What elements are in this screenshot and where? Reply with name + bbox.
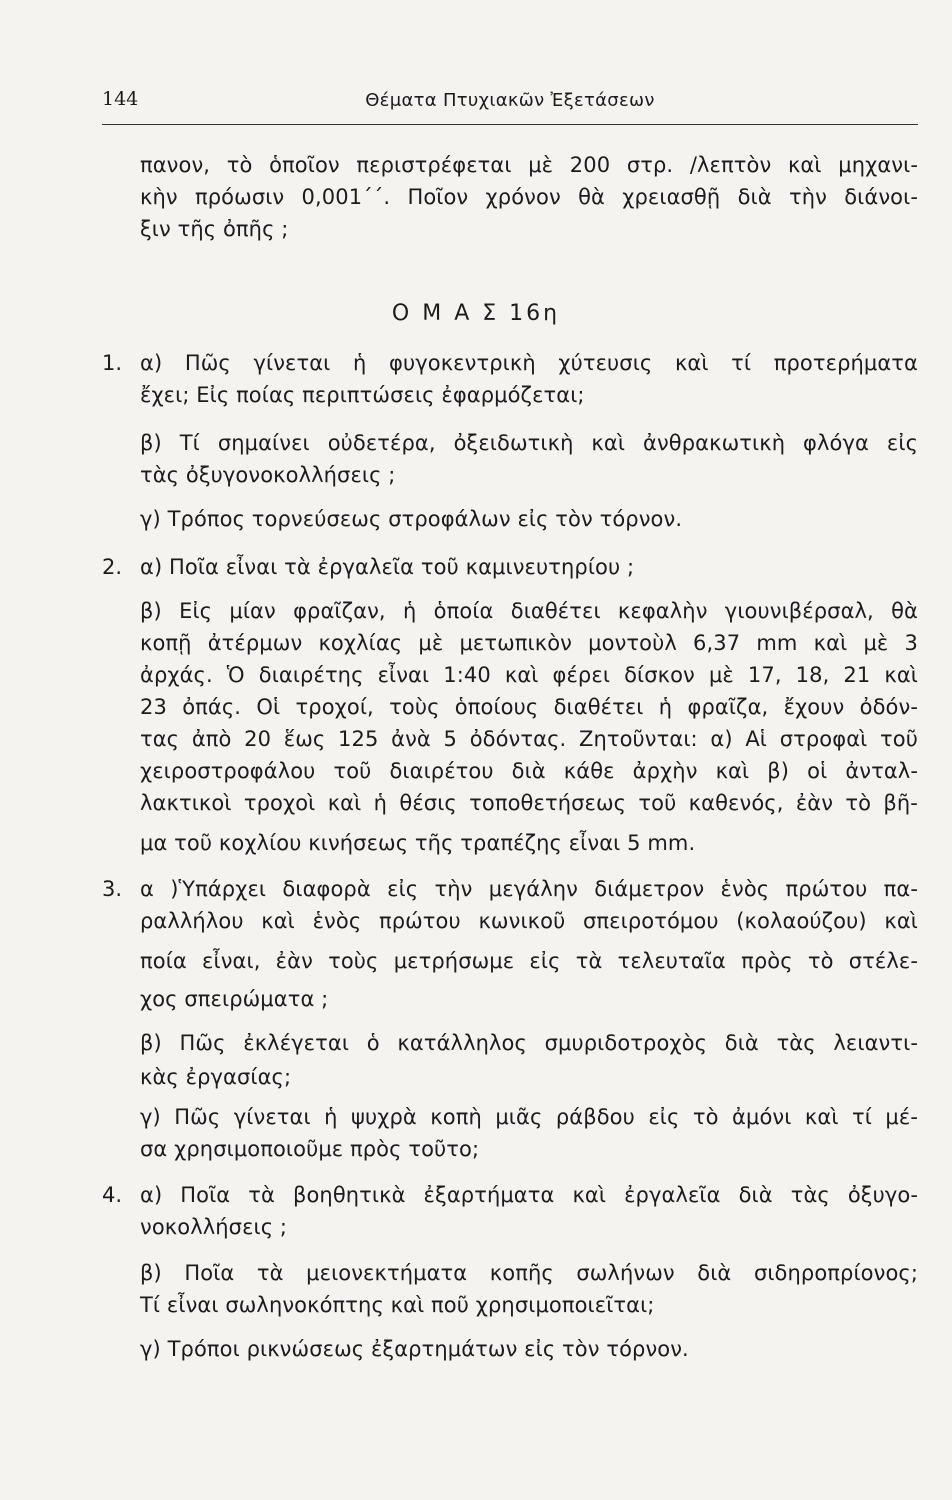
text-line: χος σπειρώματα ; <box>140 987 329 1011</box>
text-line: Τί εἶναι σωληνοκόπτης καὶ ποῦ χρησιμοποιεῖται; <box>140 1293 655 1317</box>
text-line: ξιν τῆς ὀπῆς ; <box>140 217 289 241</box>
text-line: β) Ποῖα τὰ μειονεκτήματα κοπῆς σωλήνων διὰ σιδηροπρίονος; <box>140 1261 918 1285</box>
text-line: τὰς ὀξυγονοκολλήσεις ; <box>140 463 396 487</box>
text-line: γ) Τρόποι ρικνώσεως ἐξαρτημάτων εἰς τὸν τόρνον. <box>140 1337 689 1361</box>
text-line: ραλλήλου καὶ ἑνὸς πρώτου κωνικοῦ σπειροτόμου (κολαούζου) καὶ <box>140 909 918 933</box>
text-line: σα χρησιμοποιοῦμε πρὸς τοῦτο; <box>140 1137 480 1161</box>
section-title: Ο Μ Α Σ 16η <box>391 301 561 326</box>
text-line: κὰς ἐργασίας; <box>140 1065 292 1089</box>
running-title: Θέματα Πτυχιακῶν Ἐξετάσεων <box>365 90 655 111</box>
header-rule <box>102 124 918 125</box>
item-number: 1. <box>102 351 123 375</box>
text-line: μα τοῦ κοχλίου κινήσεως τῆς τραπέζης εἶναι 5 mm. <box>140 831 696 855</box>
text-line: πανον, τὸ ὁποῖον περιστρέφεται μὲ 200 στρ. /λεπτὸν καὶ μηχανι- <box>140 153 918 177</box>
text-line: α) Πῶς γίνεται ἡ φυγοκεντρικὴ χύτευσις καὶ τί προτερήματα <box>140 351 918 375</box>
item-number: 4. <box>102 1183 123 1207</box>
text-line: β) Πῶς ἐκλέγεται ὁ κατάλληλος σμυριδοτροχὸς διὰ τὰς λειαντι- <box>140 1031 918 1055</box>
item-number: 3. <box>102 877 123 901</box>
text-line: ἔχει; Εἰς ποίας περιπτώσεις ἐφαρμόζεται; <box>140 383 585 407</box>
text-line: 23 ὀπάς. Οἱ τροχοί, τοὺς ὁποίους διαθέτει ἡ φραῖζα, ἔχουν ὀδόν- <box>140 695 918 719</box>
item-number: 2. <box>102 555 123 579</box>
text-line: κοπῇ ἀτέρμων κοχλίας μὲ μετωπικὸν μοντοὺλ 6,37 mm καὶ μὲ 3 <box>140 631 918 655</box>
text-line: χειροστροφάλου τοῦ διαιρέτου διὰ κάθε ἀρχὴν καὶ β) οἱ ἀνταλ- <box>140 759 918 783</box>
text-line: β) Εἰς μίαν φραῖζαν, ἡ ὁποία διαθέτει κεφαλὴν γιουνιβέρσαλ, θὰ <box>140 599 918 623</box>
text-line: β) Τί σημαίνει οὐδετέρα, ὀξειδωτικὴ καὶ ἀνθρακωτικὴ φλόγα εἰς <box>140 431 918 455</box>
text-line: λακτικοὶ τροχοὶ καὶ ἡ θέσις τοποθετήσεως τοῦ καθενός, ἐὰν τὸ βῆ- <box>140 791 918 815</box>
text-line: α) Ποῖα τὰ βοηθητικὰ ἐξαρτήματα καὶ ἐργαλεῖα διὰ τὰς ὀξυγο- <box>140 1183 918 1207</box>
text-line: γ) Πῶς γίνεται ἡ ψυχρὰ κοπὴ μιᾶς ράβδου εἰς τὸ ἀμόνι καὶ τί μέ- <box>140 1105 918 1129</box>
text-line: α )Ὑπάρχει διαφορὰ εἰς τὴν μεγάλην διάμετρον ἑνὸς πρώτου πα- <box>140 877 918 901</box>
page-number: 144 <box>102 88 139 110</box>
text-line: α) Ποῖα εἶναι τὰ ἐργαλεῖα τοῦ καμινευτηρίου ; <box>140 555 635 579</box>
page-header <box>102 88 918 122</box>
text-line: νοκολλήσεις ; <box>140 1215 288 1239</box>
text-line: ἀρχάς. Ὁ διαιρέτης εἶναι 1:40 καὶ φέρει δίσκον μὲ 17, 18, 21 καὶ <box>140 663 918 687</box>
text-line: τας ἀπὸ 20 ἕως 125 ἀνὰ 5 ὀδόντας. Ζητοῦνται: α) Αἱ στροφαὶ τοῦ <box>140 727 918 751</box>
text-line: κὴν πρόωσιν 0,001΄΄. Ποῖον χρόνον θὰ χρειασθῇ διὰ τὴν διάνοι- <box>140 185 918 209</box>
text-line: ποία εἶναι, ἐὰν τοὺς μετρήσωμε εἰς τὰ τελευταῖα πρὸς τὸ στέλε- <box>140 949 918 973</box>
text-line: γ) Τρόπος τορνεύσεως στροφάλων εἰς τὸν τόρνον. <box>140 507 683 531</box>
